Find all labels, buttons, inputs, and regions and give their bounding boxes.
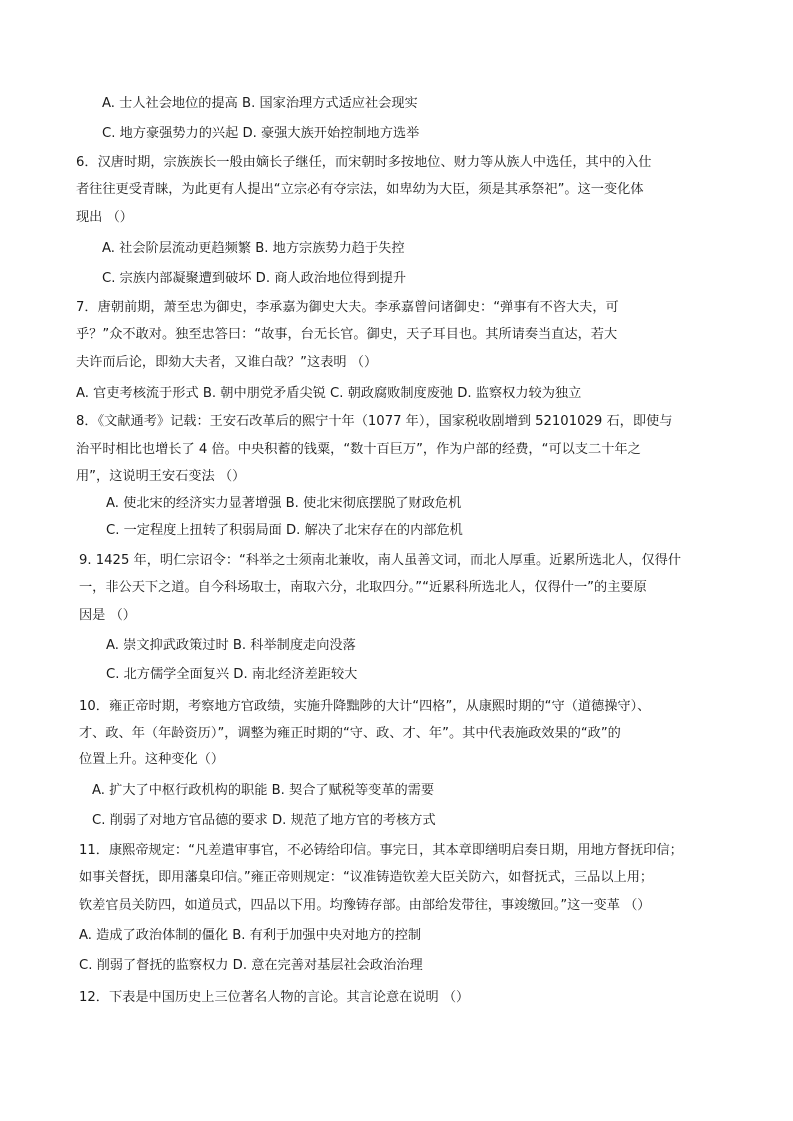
q5-options-ab: A. 士人社会地位的提高 B. 国家治理方式适应社会现实 [102,96,418,111]
q11-options-cd: C. 削弱了督抚的监察权力 D. 意在完善对基层社会政治治理 [79,958,423,973]
q9-options-ab: A. 崇文抑武政策过时 B. 科举制度走向没落 [106,638,356,653]
q11-stem-line3: 钦差官员关防四，如道员式，四品以下用。均豫铸存部。由部给发带往，事竣缴回。”这一变革 （） [79,898,651,913]
q6-options-ab: A. 社会阶层流动更趋频繁 B. 地方宗族势力趋于失控 [102,241,405,256]
q6-stem-line2: 者往往更受青睐，为此更有人提出“立宗必有夺宗法，如卑幼为大臣，须是其承祭祀”。这一变化体 [76,182,644,197]
q6-options-cd: C. 宗族内部凝聚遭到破坏 D. 商人政治地位得到提升 [102,271,407,286]
q10-options-cd: C. 削弱了对地方官品德的要求 D. 规范了地方官的考核方式 [92,813,436,828]
q11-options-ab: A. 造成了政治体制的僵化 B. 有利于加强中央对地方的控制 [79,928,422,943]
q9-stem-line1: 9. 1425 年，明仁宗诏令：“科举之士须南北兼收，南人虽善文词，而北人厚重。近累所选北人，仅得什 [79,553,682,568]
q10-stem-line1: 10．雍正帝时期，考察地方官政绩，实施升降黜陟的大计“四格”，从康熙时期的“守（道德操守）、 [79,699,651,714]
q11-stem-line2: 如事关督抚，即用藩臬印信。”雍正帝则规定：“议准铸造钦差大臣关防六，如督抚式，三品以上用； [79,870,654,885]
q5-options-cd: C. 地方豪强势力的兴起 D. 豪强大族开始控制地方选举 [102,126,420,141]
q7-options: A. 官吏考核流于形式 B. 朝中朋党矛盾尖锐 C. 朝政腐败制度废弛 D. 监察权力较为独立 [76,386,582,401]
q8-options-cd: C. 一定程度上扭转了积弱局面 D. 解决了北宋存在的内部危机 [106,523,463,538]
q10-stem-line3: 位置上升。这种变化（） [79,752,225,767]
q8-stem-line2: 治平时相比也增长了 4 倍。中央积蓄的钱粟，“数十百巨万”，作为户部的经费，“可以支二十年之 [76,442,641,457]
q8-stem-line3: 用”，这说明王安石变法 （） [76,469,246,484]
q9-stem-line2: 一，非公天下之道。自今科场取士，南取六分，北取四分。”“近累科所选北人，仅得什一”的主要原 [79,580,647,595]
q8-stem-line1: 8．《文献通考》记载：王安石改革后的熙宁十年（1077 年），国家税收剧增到 52101029 石，即使与 [76,414,673,429]
q7-stem-line2: 乎？”众不敢对。独至忠答曰：“故事，台无长官。御史，天子耳目也。其所请奏当直达，若大 [76,327,618,342]
q8-options-ab: A. 使北宋的经济实力显著增强 B. 使北宋彻底摆脱了财政危机 [106,496,462,511]
q7-stem-line3: 夫许而后论，即劾大夫者，又谁白哉？”这表明 （） [76,355,378,370]
q9-options-cd: C. 北方儒学全面复兴 D. 南北经济差距较大 [106,667,358,682]
q10-stem-line2: 才、政、年（年龄资历）”，调整为雍正时期的“守、政、才、年”。其中代表施政效果的“政”的 [79,726,621,741]
q6-stem-line1: 6．汉唐时期，宗族族长一般由嫡长子继任，而宋朝时多按地位、财力等从族人中选任，其中的入仕 [76,155,652,170]
q11-stem-line1: 11．康熙帝规定：“凡差遣审事官，不必铸给印信。事完日，其本章即缮明启奏日期，用地方督抚印信； [79,843,683,858]
q9-stem-line3: 因是 （） [79,608,136,623]
q7-stem-line1: 7．唐朝前期，萧至忠为御史，李承嘉为御史大夫。李承嘉曾问诸御史：“弹事有不咨大夫，可 [76,300,619,315]
q6-stem-line3: 现出 （） [76,210,133,225]
q12-stem: 12．下表是中国历史上三位著名人物的言论。其言论意在说明 （） [79,990,470,1005]
q10-options-ab: A. 扩大了中枢行政机构的职能 B. 契合了赋税等变革的需要 [92,783,435,798]
